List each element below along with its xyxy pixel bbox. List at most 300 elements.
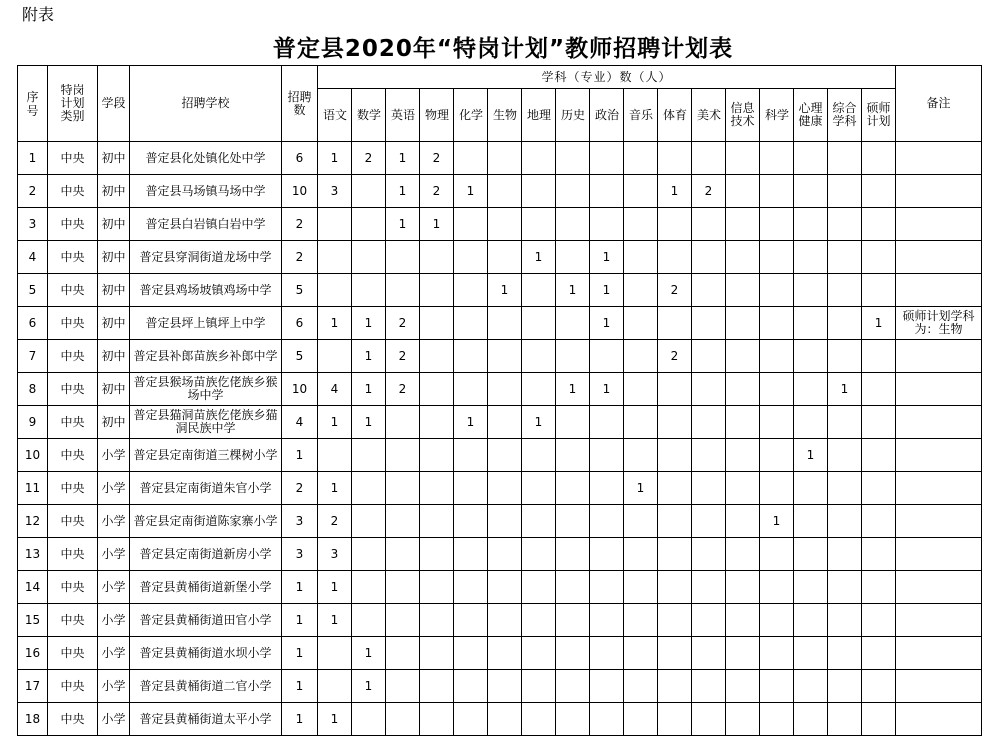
subject-count-cell xyxy=(556,406,590,439)
row-category: 中央 xyxy=(48,406,98,439)
row-stage: 初中 xyxy=(98,340,130,373)
subject-count-cell xyxy=(760,604,794,637)
row-seq: 9 xyxy=(18,406,48,439)
subject-count-cell xyxy=(386,538,420,571)
row-count: 1 xyxy=(282,604,318,637)
row-count: 1 xyxy=(282,637,318,670)
recruitment-plan-table xyxy=(17,65,982,736)
subject-count-cell xyxy=(862,439,896,472)
row-count: 5 xyxy=(282,274,318,307)
row-school: 普定县穿洞街道龙场中学 xyxy=(130,241,282,274)
subject-count-cell xyxy=(828,307,862,340)
subject-count-cell xyxy=(692,571,726,604)
row-school: 普定县黄桶街道二官小学 xyxy=(130,670,282,703)
subject-count-cell xyxy=(522,340,556,373)
subject-count-cell xyxy=(522,538,556,571)
row-remark xyxy=(896,274,982,307)
row-category: 中央 xyxy=(48,571,98,604)
header-subject: 地理 xyxy=(522,89,556,142)
subject-count-cell xyxy=(726,340,760,373)
row-category: 中央 xyxy=(48,208,98,241)
row-count: 6 xyxy=(282,142,318,175)
subject-count-cell xyxy=(454,472,488,505)
subject-count-cell xyxy=(318,241,352,274)
subject-count-cell xyxy=(760,406,794,439)
subject-count-cell xyxy=(658,505,692,538)
subject-count-cell xyxy=(454,505,488,538)
subject-count-cell xyxy=(454,274,488,307)
subject-count-cell xyxy=(794,670,828,703)
table-row xyxy=(18,538,982,571)
row-category: 中央 xyxy=(48,241,98,274)
table-row xyxy=(18,571,982,604)
page-title: 普定县2020年“特岗计划”教师招聘计划表 xyxy=(272,36,734,62)
header-subject: 硕师计划 xyxy=(862,89,896,142)
row-count: 2 xyxy=(282,208,318,241)
subject-count-cell xyxy=(522,175,556,208)
row-seq: 3 xyxy=(18,208,48,241)
table-row xyxy=(18,670,982,703)
subject-count-cell xyxy=(454,439,488,472)
row-stage: 小学 xyxy=(98,571,130,604)
subject-count-cell xyxy=(522,637,556,670)
subject-count-cell: 1 xyxy=(318,472,352,505)
row-count: 1 xyxy=(282,670,318,703)
subject-count-cell xyxy=(386,703,420,736)
subject-count-cell: 1 xyxy=(352,670,386,703)
row-stage: 初中 xyxy=(98,241,130,274)
subject-count-cell xyxy=(386,637,420,670)
subject-count-cell xyxy=(760,208,794,241)
subject-count-cell: 1 xyxy=(318,604,352,637)
subject-count-cell xyxy=(352,571,386,604)
subject-count-cell: 1 xyxy=(590,241,624,274)
row-stage: 初中 xyxy=(98,142,130,175)
table-row xyxy=(18,274,982,307)
subject-count-cell xyxy=(862,340,896,373)
subject-count-cell xyxy=(454,637,488,670)
subject-count-cell xyxy=(420,406,454,439)
subject-count-cell xyxy=(522,373,556,406)
row-seq: 6 xyxy=(18,307,48,340)
subject-count-cell xyxy=(726,274,760,307)
subject-count-cell xyxy=(522,703,556,736)
row-seq: 8 xyxy=(18,373,48,406)
subject-count-cell xyxy=(692,439,726,472)
subject-count-cell xyxy=(420,637,454,670)
header-stage: 学段 xyxy=(98,66,130,142)
row-remark: 硕师计划学科为：生物 xyxy=(896,307,982,340)
subject-count-cell xyxy=(454,307,488,340)
row-remark xyxy=(896,604,982,637)
subject-count-cell xyxy=(420,703,454,736)
row-stage: 初中 xyxy=(98,307,130,340)
subject-count-cell xyxy=(488,406,522,439)
subject-count-cell xyxy=(454,208,488,241)
subject-count-cell xyxy=(488,373,522,406)
subject-count-cell xyxy=(420,274,454,307)
subject-count-cell xyxy=(590,406,624,439)
header-subject: 数学 xyxy=(352,89,386,142)
row-remark xyxy=(896,538,982,571)
row-stage: 初中 xyxy=(98,208,130,241)
subject-count-cell xyxy=(420,604,454,637)
subject-count-cell xyxy=(828,571,862,604)
subject-count-cell xyxy=(862,637,896,670)
subject-count-cell xyxy=(692,703,726,736)
subject-count-cell xyxy=(760,637,794,670)
subject-count-cell xyxy=(454,373,488,406)
subject-count-cell xyxy=(522,208,556,241)
subject-count-cell xyxy=(556,571,590,604)
row-count: 1 xyxy=(282,703,318,736)
subject-count-cell xyxy=(556,538,590,571)
annex-label: 附表 xyxy=(22,5,55,24)
subject-count-cell xyxy=(624,274,658,307)
row-school: 普定县补郎苗族乡补郎中学 xyxy=(130,340,282,373)
row-school: 普定县黄桶街道田官小学 xyxy=(130,604,282,637)
subject-count-cell xyxy=(692,340,726,373)
subject-count-cell xyxy=(862,241,896,274)
subject-count-cell xyxy=(522,571,556,604)
subject-count-cell xyxy=(420,505,454,538)
subject-count-cell xyxy=(692,208,726,241)
subject-count-cell xyxy=(726,604,760,637)
subject-count-cell xyxy=(624,373,658,406)
header-subject: 化学 xyxy=(454,89,488,142)
subject-count-cell xyxy=(760,439,794,472)
header-subject: 历史 xyxy=(556,89,590,142)
table-row xyxy=(18,439,982,472)
subject-count-cell xyxy=(386,472,420,505)
row-category: 中央 xyxy=(48,175,98,208)
subject-count-cell xyxy=(488,670,522,703)
subject-count-cell: 1 xyxy=(318,703,352,736)
row-stage: 小学 xyxy=(98,538,130,571)
subject-count-cell xyxy=(454,142,488,175)
subject-count-cell: 1 xyxy=(556,373,590,406)
subject-count-cell: 1 xyxy=(318,406,352,439)
subject-count-cell xyxy=(590,571,624,604)
subject-count-cell xyxy=(862,571,896,604)
table-row xyxy=(18,340,982,373)
subject-count-cell xyxy=(420,472,454,505)
row-stage: 初中 xyxy=(98,373,130,406)
row-category: 中央 xyxy=(48,340,98,373)
row-remark xyxy=(896,439,982,472)
row-count: 1 xyxy=(282,439,318,472)
row-remark xyxy=(896,406,982,439)
subject-count-cell xyxy=(726,637,760,670)
subject-count-cell xyxy=(488,571,522,604)
header-seq: 序号 xyxy=(18,66,48,142)
subject-count-cell xyxy=(454,571,488,604)
subject-count-cell xyxy=(760,703,794,736)
subject-count-cell xyxy=(522,604,556,637)
subject-count-cell xyxy=(692,670,726,703)
subject-count-cell xyxy=(590,472,624,505)
row-school: 普定县黄桶街道新堡小学 xyxy=(130,571,282,604)
subject-count-cell: 1 xyxy=(386,142,420,175)
subject-count-cell xyxy=(828,406,862,439)
subject-count-cell xyxy=(794,208,828,241)
subject-count-cell xyxy=(862,505,896,538)
table-row xyxy=(18,175,982,208)
row-remark xyxy=(896,472,982,505)
table-row xyxy=(18,208,982,241)
subject-count-cell xyxy=(828,670,862,703)
subject-count-cell xyxy=(624,505,658,538)
subject-count-cell xyxy=(488,604,522,637)
row-count: 3 xyxy=(282,538,318,571)
subject-count-cell xyxy=(488,637,522,670)
subject-count-cell xyxy=(828,241,862,274)
subject-count-cell xyxy=(420,340,454,373)
subject-count-cell: 1 xyxy=(352,406,386,439)
row-remark xyxy=(896,637,982,670)
subject-count-cell xyxy=(386,241,420,274)
subject-count-cell xyxy=(794,406,828,439)
subject-count-cell xyxy=(420,373,454,406)
subject-count-cell xyxy=(624,538,658,571)
header-subject: 生物 xyxy=(488,89,522,142)
row-seq: 5 xyxy=(18,274,48,307)
subject-count-cell xyxy=(828,472,862,505)
subject-count-cell xyxy=(658,703,692,736)
subject-count-cell xyxy=(692,307,726,340)
row-school: 普定县坪上镇坪上中学 xyxy=(130,307,282,340)
subject-count-cell xyxy=(794,175,828,208)
row-stage: 小学 xyxy=(98,439,130,472)
subject-count-cell xyxy=(726,538,760,571)
subject-count-cell xyxy=(556,208,590,241)
subject-count-cell xyxy=(862,274,896,307)
subject-count-cell xyxy=(454,340,488,373)
subject-count-cell xyxy=(556,340,590,373)
subject-count-cell xyxy=(862,373,896,406)
subject-count-cell xyxy=(624,175,658,208)
row-seq: 10 xyxy=(18,439,48,472)
subject-count-cell: 2 xyxy=(420,175,454,208)
subject-count-cell xyxy=(760,307,794,340)
subject-count-cell xyxy=(522,472,556,505)
subject-count-cell xyxy=(760,373,794,406)
subject-count-cell: 1 xyxy=(352,307,386,340)
subject-count-cell xyxy=(760,538,794,571)
subject-count-cell: 1 xyxy=(352,637,386,670)
subject-count-cell xyxy=(556,505,590,538)
subject-count-cell xyxy=(726,439,760,472)
subject-count-cell xyxy=(556,175,590,208)
subject-count-cell xyxy=(556,637,590,670)
subject-count-cell xyxy=(352,175,386,208)
header-subject: 政治 xyxy=(590,89,624,142)
subject-count-cell xyxy=(794,274,828,307)
row-seq: 11 xyxy=(18,472,48,505)
subject-count-cell xyxy=(352,274,386,307)
subject-count-cell xyxy=(658,472,692,505)
subject-count-cell xyxy=(522,670,556,703)
subject-count-cell: 2 xyxy=(658,274,692,307)
subject-count-cell xyxy=(386,604,420,637)
subject-count-cell xyxy=(454,538,488,571)
header-subject: 心理健康 xyxy=(794,89,828,142)
subject-count-cell: 1 xyxy=(454,175,488,208)
subject-count-cell xyxy=(692,637,726,670)
subject-count-cell: 1 xyxy=(828,373,862,406)
row-remark xyxy=(896,373,982,406)
subject-count-cell xyxy=(590,505,624,538)
subject-count-cell: 2 xyxy=(386,373,420,406)
subject-count-cell xyxy=(692,241,726,274)
subject-count-cell xyxy=(794,637,828,670)
row-category: 中央 xyxy=(48,142,98,175)
row-school: 普定县马场镇马场中学 xyxy=(130,175,282,208)
subject-count-cell xyxy=(454,670,488,703)
subject-count-cell: 1 xyxy=(318,571,352,604)
subject-count-cell xyxy=(488,472,522,505)
subject-count-cell xyxy=(454,604,488,637)
subject-count-cell xyxy=(590,703,624,736)
row-stage: 初中 xyxy=(98,406,130,439)
subject-count-cell xyxy=(726,406,760,439)
subject-count-cell: 2 xyxy=(352,142,386,175)
subject-count-cell xyxy=(692,604,726,637)
subject-count-cell: 2 xyxy=(692,175,726,208)
subject-count-cell xyxy=(318,439,352,472)
subject-count-cell xyxy=(862,175,896,208)
subject-count-cell xyxy=(862,604,896,637)
subject-count-cell xyxy=(454,703,488,736)
row-school: 普定县猫洞苗族仡佬族乡猫洞民族中学 xyxy=(130,406,282,439)
subject-count-cell xyxy=(760,175,794,208)
subject-count-cell xyxy=(658,439,692,472)
subject-count-cell xyxy=(658,571,692,604)
subject-count-cell xyxy=(692,142,726,175)
subject-count-cell: 2 xyxy=(658,340,692,373)
row-seq: 4 xyxy=(18,241,48,274)
subject-count-cell xyxy=(862,142,896,175)
subject-count-cell xyxy=(726,373,760,406)
row-category: 中央 xyxy=(48,604,98,637)
row-remark xyxy=(896,505,982,538)
row-seq: 12 xyxy=(18,505,48,538)
subject-count-cell xyxy=(828,703,862,736)
subject-count-cell xyxy=(624,637,658,670)
subject-count-cell xyxy=(488,538,522,571)
subject-count-cell xyxy=(828,208,862,241)
subject-count-cell xyxy=(726,208,760,241)
subject-count-cell xyxy=(556,142,590,175)
subject-count-cell xyxy=(760,670,794,703)
header-category: 特岗计划类别 xyxy=(48,66,98,142)
subject-count-cell xyxy=(522,274,556,307)
row-remark xyxy=(896,340,982,373)
subject-count-cell xyxy=(828,604,862,637)
subject-count-cell xyxy=(658,637,692,670)
header-subject: 美术 xyxy=(692,89,726,142)
subject-count-cell xyxy=(488,307,522,340)
subject-count-cell xyxy=(692,505,726,538)
subject-count-cell xyxy=(488,505,522,538)
subject-count-cell xyxy=(590,340,624,373)
subject-count-cell: 1 xyxy=(318,307,352,340)
subject-count-cell xyxy=(794,307,828,340)
row-seq: 16 xyxy=(18,637,48,670)
subject-count-cell: 1 xyxy=(318,142,352,175)
table-row xyxy=(18,703,982,736)
subject-count-cell xyxy=(794,571,828,604)
row-stage: 初中 xyxy=(98,175,130,208)
subject-count-cell xyxy=(726,472,760,505)
row-count: 2 xyxy=(282,472,318,505)
subject-count-cell xyxy=(352,703,386,736)
row-count: 5 xyxy=(282,340,318,373)
row-seq: 13 xyxy=(18,538,48,571)
subject-count-cell xyxy=(420,670,454,703)
subject-count-cell xyxy=(590,604,624,637)
table-row xyxy=(18,406,982,439)
subject-count-cell xyxy=(590,208,624,241)
subject-count-cell xyxy=(828,340,862,373)
subject-count-cell: 4 xyxy=(318,373,352,406)
subject-count-cell xyxy=(794,142,828,175)
header-row-1 xyxy=(18,66,982,89)
row-stage: 小学 xyxy=(98,637,130,670)
subject-count-cell xyxy=(726,142,760,175)
row-school: 普定县定南街道三棵树小学 xyxy=(130,439,282,472)
table-row xyxy=(18,637,982,670)
subject-count-cell xyxy=(624,703,658,736)
subject-count-cell xyxy=(318,670,352,703)
row-category: 中央 xyxy=(48,637,98,670)
subject-count-cell xyxy=(488,142,522,175)
subject-count-cell xyxy=(862,670,896,703)
subject-count-cell: 1 xyxy=(590,373,624,406)
subject-count-cell xyxy=(454,241,488,274)
subject-count-cell xyxy=(726,505,760,538)
subject-count-cell: 1 xyxy=(862,307,896,340)
subject-count-cell xyxy=(624,208,658,241)
subject-count-cell xyxy=(760,241,794,274)
header-subject: 音乐 xyxy=(624,89,658,142)
subject-count-cell xyxy=(624,571,658,604)
subject-count-cell xyxy=(862,406,896,439)
subject-count-cell xyxy=(488,175,522,208)
subject-count-cell xyxy=(420,439,454,472)
subject-count-cell xyxy=(658,241,692,274)
subject-count-cell xyxy=(420,538,454,571)
subject-count-cell: 1 xyxy=(658,175,692,208)
row-stage: 小学 xyxy=(98,703,130,736)
subject-count-cell xyxy=(692,373,726,406)
subject-count-cell xyxy=(556,439,590,472)
subject-count-cell xyxy=(794,703,828,736)
subject-count-cell xyxy=(726,241,760,274)
row-stage: 初中 xyxy=(98,274,130,307)
row-stage: 小学 xyxy=(98,604,130,637)
row-school: 普定县黄桶街道水坝小学 xyxy=(130,637,282,670)
subject-count-cell: 2 xyxy=(420,142,454,175)
subject-count-cell xyxy=(352,604,386,637)
subject-count-cell xyxy=(624,406,658,439)
header-school: 招聘学校 xyxy=(130,66,282,142)
subject-count-cell xyxy=(726,703,760,736)
row-stage: 小学 xyxy=(98,670,130,703)
subject-count-cell xyxy=(658,373,692,406)
subject-count-cell: 1 xyxy=(590,274,624,307)
subject-count-cell xyxy=(420,307,454,340)
